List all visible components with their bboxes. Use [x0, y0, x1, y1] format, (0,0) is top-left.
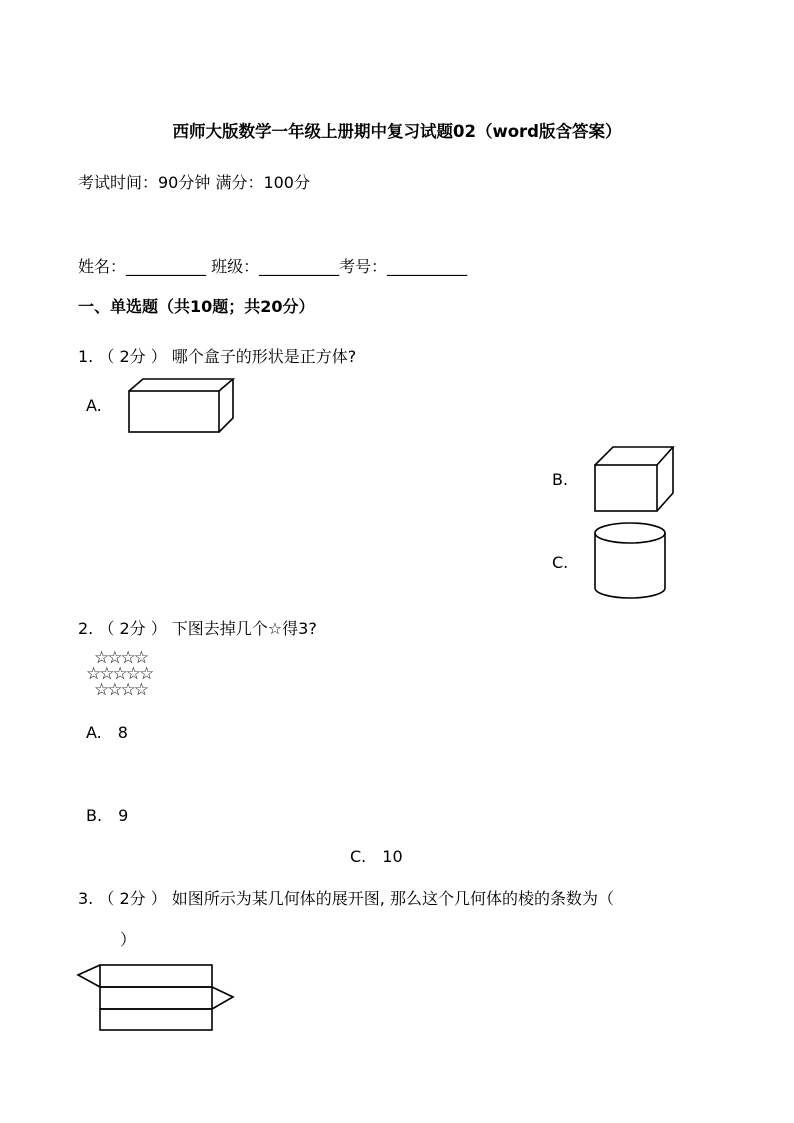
- star-row-3: ☆☆☆☆: [94, 680, 147, 700]
- q2-option-a: A. 8: [86, 723, 128, 742]
- question-3-stem: 3. （ 2分 ） 如图所示为某几何体的展开图, 那么这个几何体的棱的条数为（: [78, 889, 614, 908]
- q1-option-c-cylinder-figure: [593, 521, 667, 601]
- star-row-2: ☆☆☆☆☆: [86, 664, 153, 684]
- q2-option-c: C. 10: [350, 847, 403, 866]
- q1-option-b-cube-figure: [594, 445, 676, 513]
- q1-option-a-label: A.: [86, 396, 102, 415]
- q1-option-b-label: B.: [552, 470, 569, 489]
- q2-star-figure: [86, 650, 196, 698]
- star-row-1: ☆☆☆☆: [94, 648, 147, 668]
- question-2-stem: 2. （ 2分 ） 下图去掉几个☆得3?: [78, 619, 317, 638]
- section-heading: 一、单选题（共10题；共20分）: [78, 297, 315, 316]
- question-1-stem: 1. （ 2分 ） 哪个盒子的形状是正方体?: [78, 347, 357, 366]
- q2-option-b: B. 9: [86, 806, 129, 825]
- question-3-stem-end: ）: [120, 930, 137, 949]
- exam-info: 考试时间：90分钟 满分：100分: [78, 173, 310, 192]
- student-info: 姓名：__________ 班级：__________考号：__________: [78, 257, 468, 276]
- page-title: 西师大版数学一年级上册期中复习试题02（word版含答案）: [172, 122, 622, 141]
- q1-option-a-cuboid-figure: [128, 377, 238, 435]
- q1-option-c-label: C.: [552, 553, 569, 572]
- q3-prism-net-figure: [76, 964, 236, 1032]
